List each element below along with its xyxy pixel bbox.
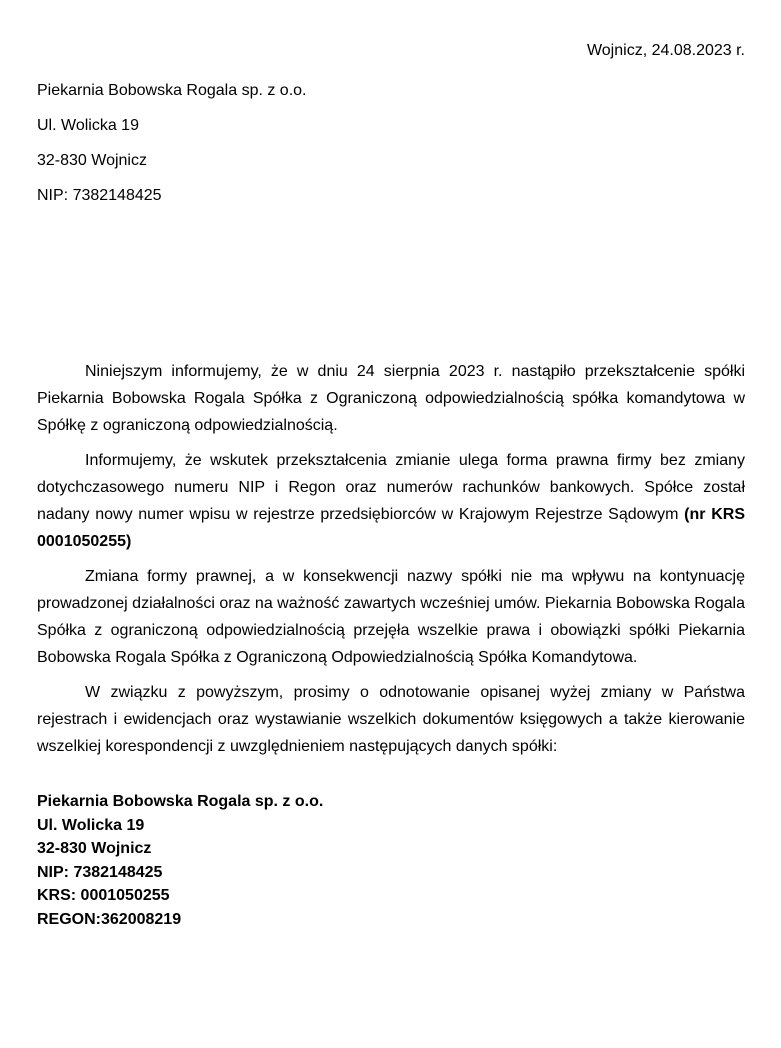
details-nip: NIP: 7382148425 (37, 863, 163, 881)
details-street: Ul. Wolicka 19 (37, 816, 145, 834)
sender-street: Ul. Wolicka 19 (37, 117, 139, 134)
sender-company-name: Piekarnia Bobowska Rogala sp. z o.o. (37, 82, 307, 99)
dateline: Wojnicz, 24.08.2023 r. (586, 42, 745, 59)
details-krs: KRS: 0001050255 (37, 887, 170, 904)
paragraph-request: W związku z powyższym, prosimy o odnotowanie opisanej wyżej zmiany w Państwa rejestrach i ewidencjach oraz wystawianie wszelkich dokumentów księgowych a także kierowanie wszelkiej korespondencji z uwzględnieniem następujących danych spółki: (37, 684, 745, 755)
sender-postal-city: 32-830 Wojnicz (37, 152, 147, 169)
sender-address-block (37, 73, 745, 213)
details-postal-city: 32-830 Wojnicz (37, 840, 152, 857)
details-company-name: Piekarnia Bobowska Rogala sp. z o.o. (37, 793, 324, 810)
krs-number-bold: (nr KRS 0001050255) (37, 506, 745, 550)
paragraph-krs-info (37, 447, 745, 555)
details-regon: REGON:362008219 (37, 910, 182, 928)
company-details-block (37, 790, 745, 931)
paragraph-legal-continuity: Zmiana formy prawnej, a w konsekwencji nazwy spółki nie ma wpływu na kontynuację prowadzonej działalności oraz na ważność zawartych wcześniej umów. Piekarnia Bobowska Rogala Spółka z ograniczoną odpowiedzialnością przejęła wszelkie prawa i obowiązki spółki Piekarnia Bobowska Rogala Spółka z Ograniczoną Odpowiedzialnością Spółka Komandytowa. (37, 568, 745, 666)
letter-body (37, 358, 745, 760)
paragraph-krs-info-text: Informujemy, że wskutek przekształcenia zmianie ulega forma prawna firmy bez zmiany dotychczasowego numeru NIP i Regon oraz numerów rachunków bankowych. Spółce został nadany nowy numer wpisu w rejestrze przedsiębiorców w Krajowym Rejestrze Sądowym (37, 452, 745, 523)
sender-nip: NIP: 7382148425 (37, 187, 162, 204)
paragraph-transformation-notice: Niniejszym informujemy, że w dniu 24 sierpnia 2023 r. nastąpiło przekształcenie spółki Piekarnia Bobowska Rogala Spółka z Ograniczoną odpowiedzialnością spółka komandytowa w Spółkę z ograniczoną odpowiedzialnością. (37, 363, 745, 434)
